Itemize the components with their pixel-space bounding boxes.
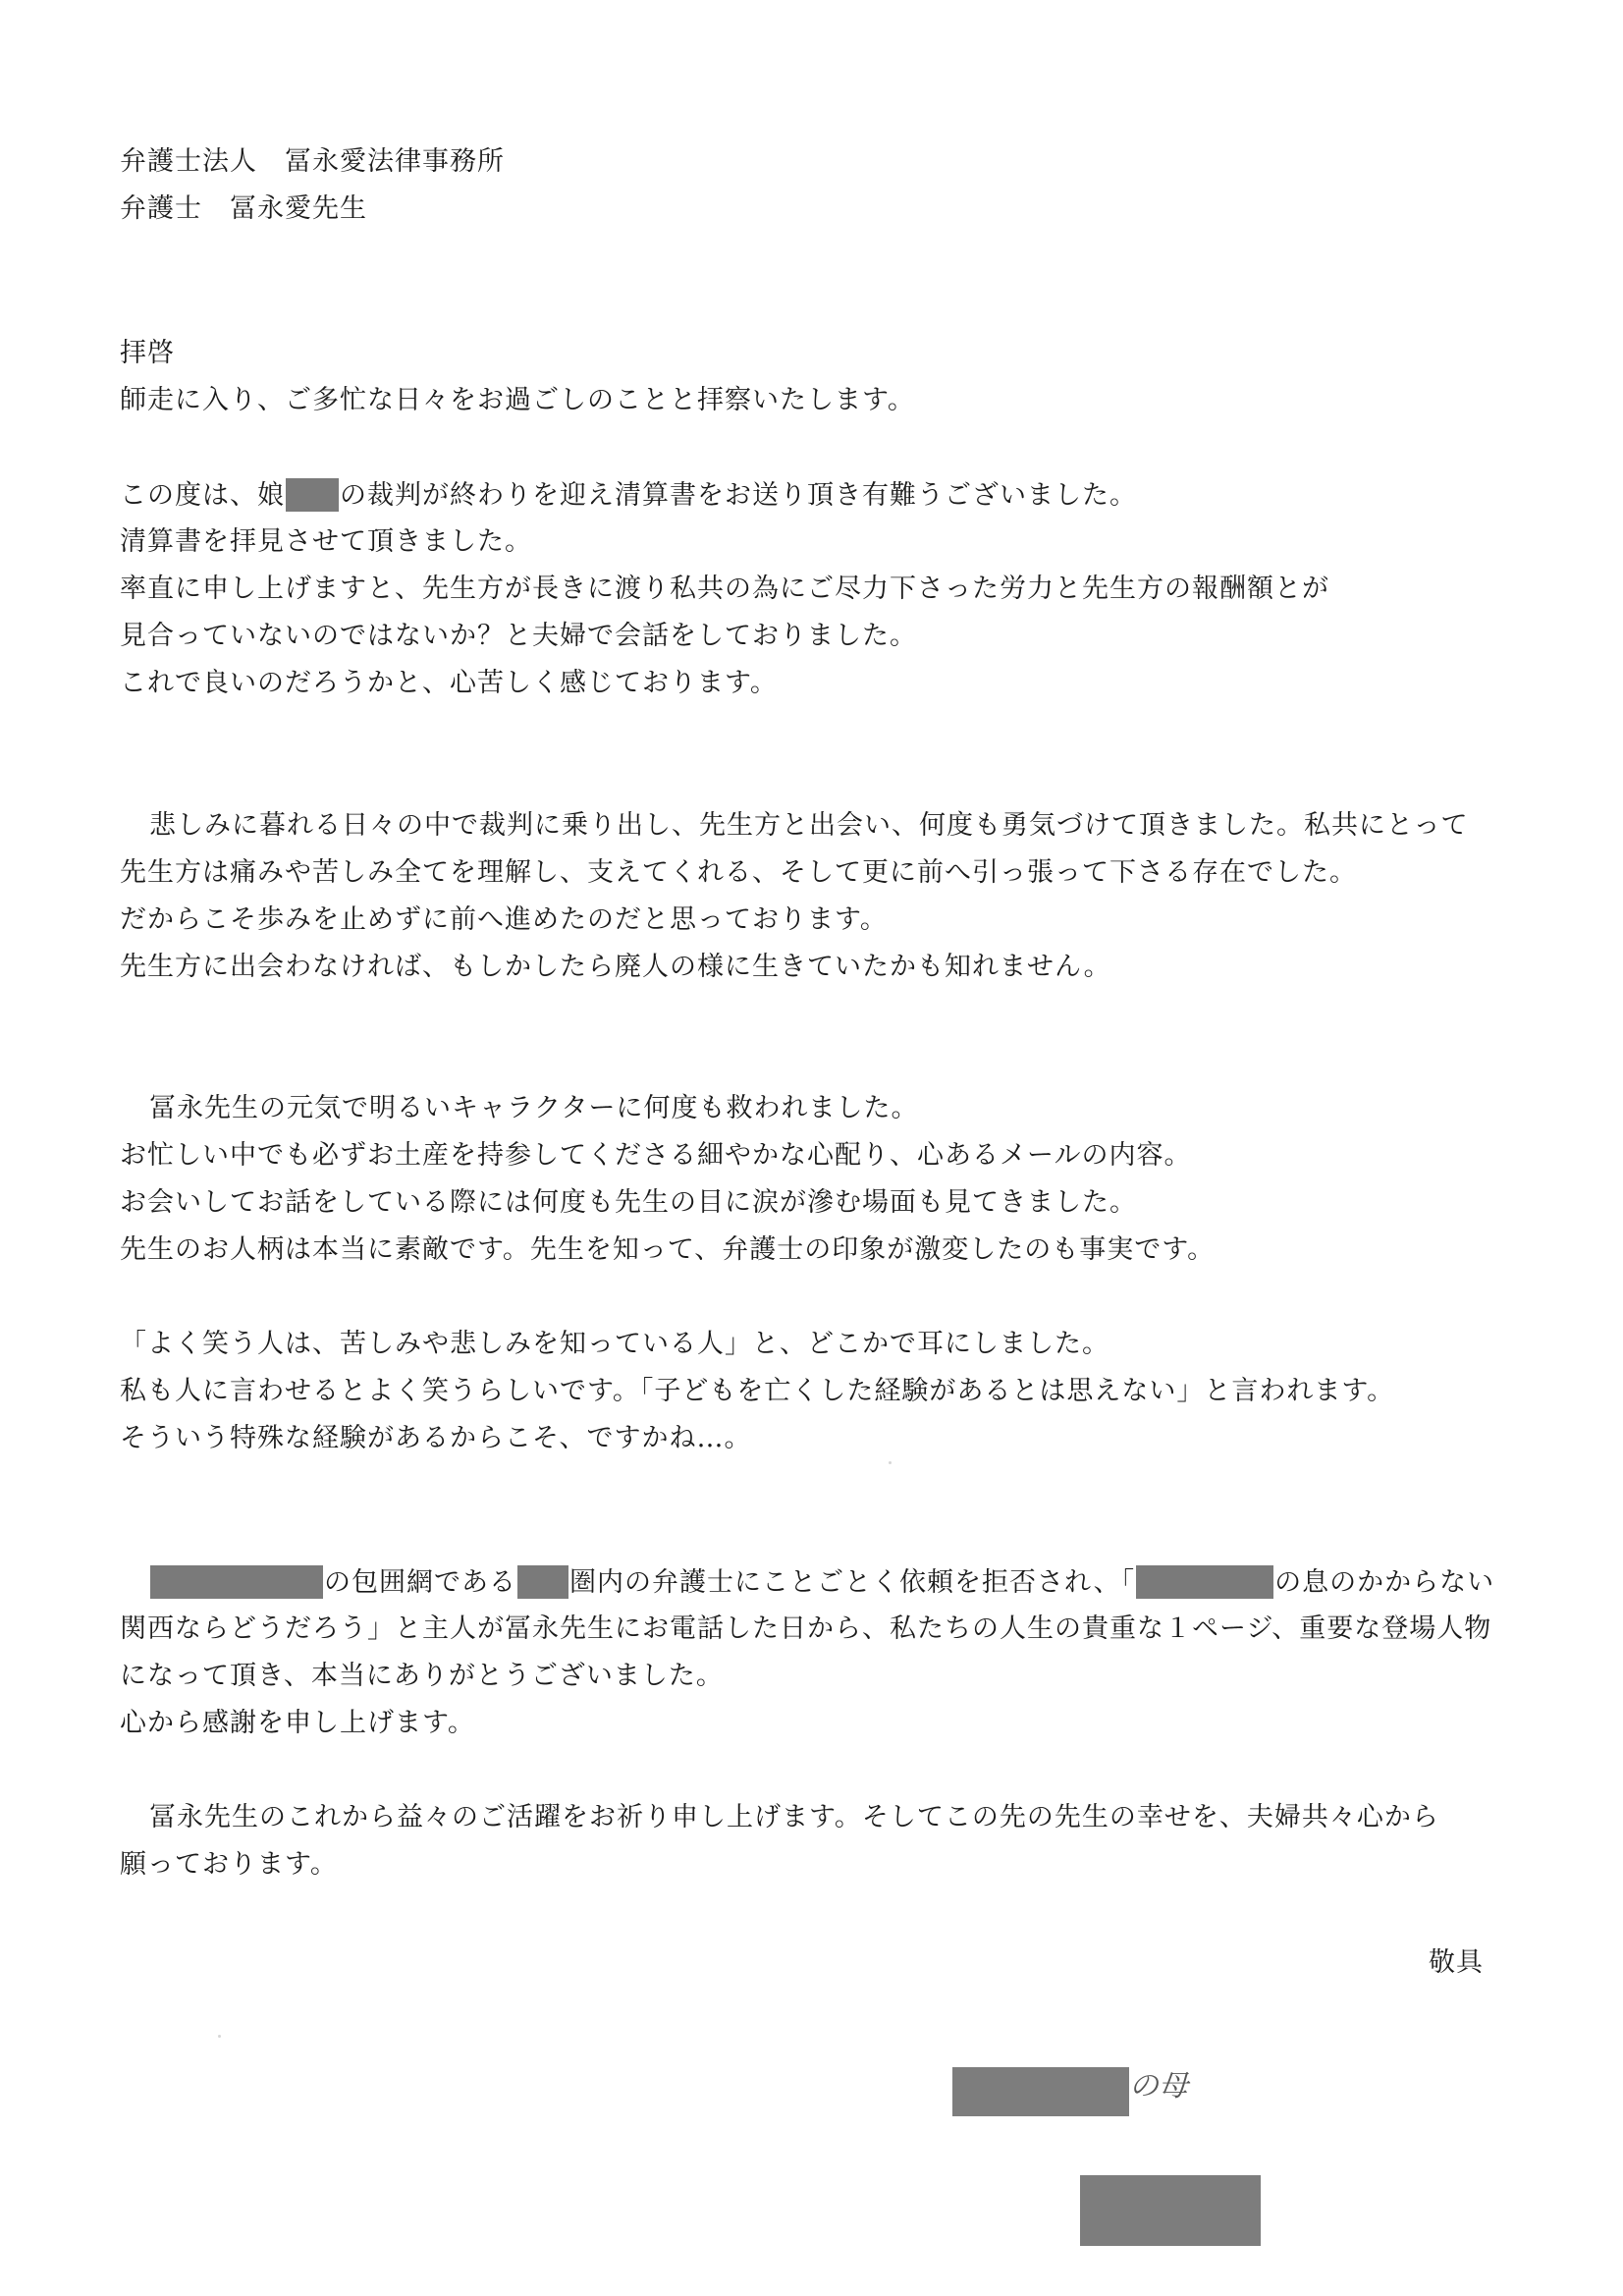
salutation: 拝啓 — [120, 338, 175, 368]
scan-speck — [218, 2035, 221, 2038]
p3-line-3: お会いしてお話をしている際には何度も先生の目に涙が滲む場面も見てきました。 — [120, 1187, 1137, 1218]
p5-line-1 — [120, 1565, 1494, 1600]
redaction-box — [1136, 1565, 1273, 1599]
p3-line-2: お忙しい中でも必ずお土産を持参してくださる細やかな心配り、心あるメールの内容。 — [120, 1140, 1192, 1171]
p4-line-2: 私も人に言わせるとよく笑うらしいです。「子どもを亡くした経験があるとは思えない」と言われます。 — [120, 1376, 1395, 1406]
redaction-box — [150, 1565, 323, 1599]
intro-line: 師走に入り、ご多忙な日々をお過ごしのことと拝察いたします。 — [120, 385, 915, 415]
p5-text-c: の息のかからない — [1274, 1567, 1495, 1598]
p1-line-5: これで良いのだろうかと、心苦しく感じております。 — [120, 668, 778, 698]
p4-line-1: 「よく笑う人は、苦しみや悲しみを知っている人」と、どこかで耳にしました。 — [120, 1329, 1109, 1359]
firm-name: 弁護士法人 冨永愛法律事務所 — [120, 146, 505, 177]
recipient-name: 弁護士 冨永愛先生 — [120, 193, 367, 224]
p2-line-4: 先生方に出会わなければ、もしかしたら廃人の様に生きていたかも知れません。 — [120, 952, 1111, 982]
closing-word: 敬具 — [1429, 1947, 1484, 1978]
handwritten-signature-suffix: の母 — [1129, 2069, 1188, 2104]
p1-line-1 — [120, 478, 1137, 513]
redaction-box — [286, 478, 339, 512]
p4-line-3: そういう特殊な経験があるからこそ、ですかね…。 — [120, 1423, 752, 1453]
p5-text-a: の包囲網である — [324, 1567, 516, 1598]
p6-line-2: 願っております。 — [120, 1849, 338, 1880]
p6-line-1: 冨永先生のこれから益々のご活躍をお祈り申し上げます。そしてこの先の先生の幸せを、夫婦共々心から — [149, 1802, 1439, 1832]
scan-speck — [889, 1461, 892, 1464]
p2-line-3: だからこそ歩みを止めずに前へ進めたのだと思っております。 — [120, 904, 888, 935]
p1-text-b: の裁判が終わりを迎え清算書をお送り頂き有難うございました。 — [340, 480, 1137, 511]
redaction-box — [517, 1565, 568, 1599]
p1-line-2: 清算書を拝見させて頂きました。 — [120, 526, 532, 557]
signature-redaction — [952, 2067, 1129, 2116]
p1-text-a: この度は、娘 — [120, 480, 285, 511]
p3-line-4: 先生のお人柄は本当に素敵です。先生を知って、弁護士の印象が激変したのも事実です。 — [120, 1234, 1216, 1265]
p2-line-1: 悲しみに暮れる日々の中で裁判に乗り出し、先生方と出会い、何度も勇気づけて頂きました。私共にとって — [149, 810, 1469, 841]
p1-line-4: 見合っていないのではないか？と夫婦で会話をしておりました。 — [120, 621, 917, 651]
p5-line-2: 関西ならどうだろう」と主人が冨永先生にお電話した日から、私たちの人生の貴重な１ページ、重要な登場人物 — [120, 1613, 1492, 1644]
p2-line-2: 先生方は痛みや苦しみ全てを理解し、支えてくれる、そして更に前へ引っ張って下さる存在でした。 — [120, 857, 1357, 888]
p5-line-3: になって頂き、本当にありがとうございました。 — [120, 1661, 724, 1691]
p3-line-1: 冨永先生の元気で明るいキャラクターに何度も救われました。 — [149, 1093, 919, 1123]
stamp-redaction — [1080, 2175, 1261, 2246]
p5-text-b: 圏内の弁護士にことごとく依頼を拒否され、「 — [569, 1567, 1136, 1598]
p1-line-3: 率直に申し上げますと、先生方が長きに渡り私共の為にご尽力下さった労力と先生方の報酬額とが — [120, 574, 1329, 604]
p5-line-4: 心から感謝を申し上げます。 — [120, 1708, 475, 1738]
